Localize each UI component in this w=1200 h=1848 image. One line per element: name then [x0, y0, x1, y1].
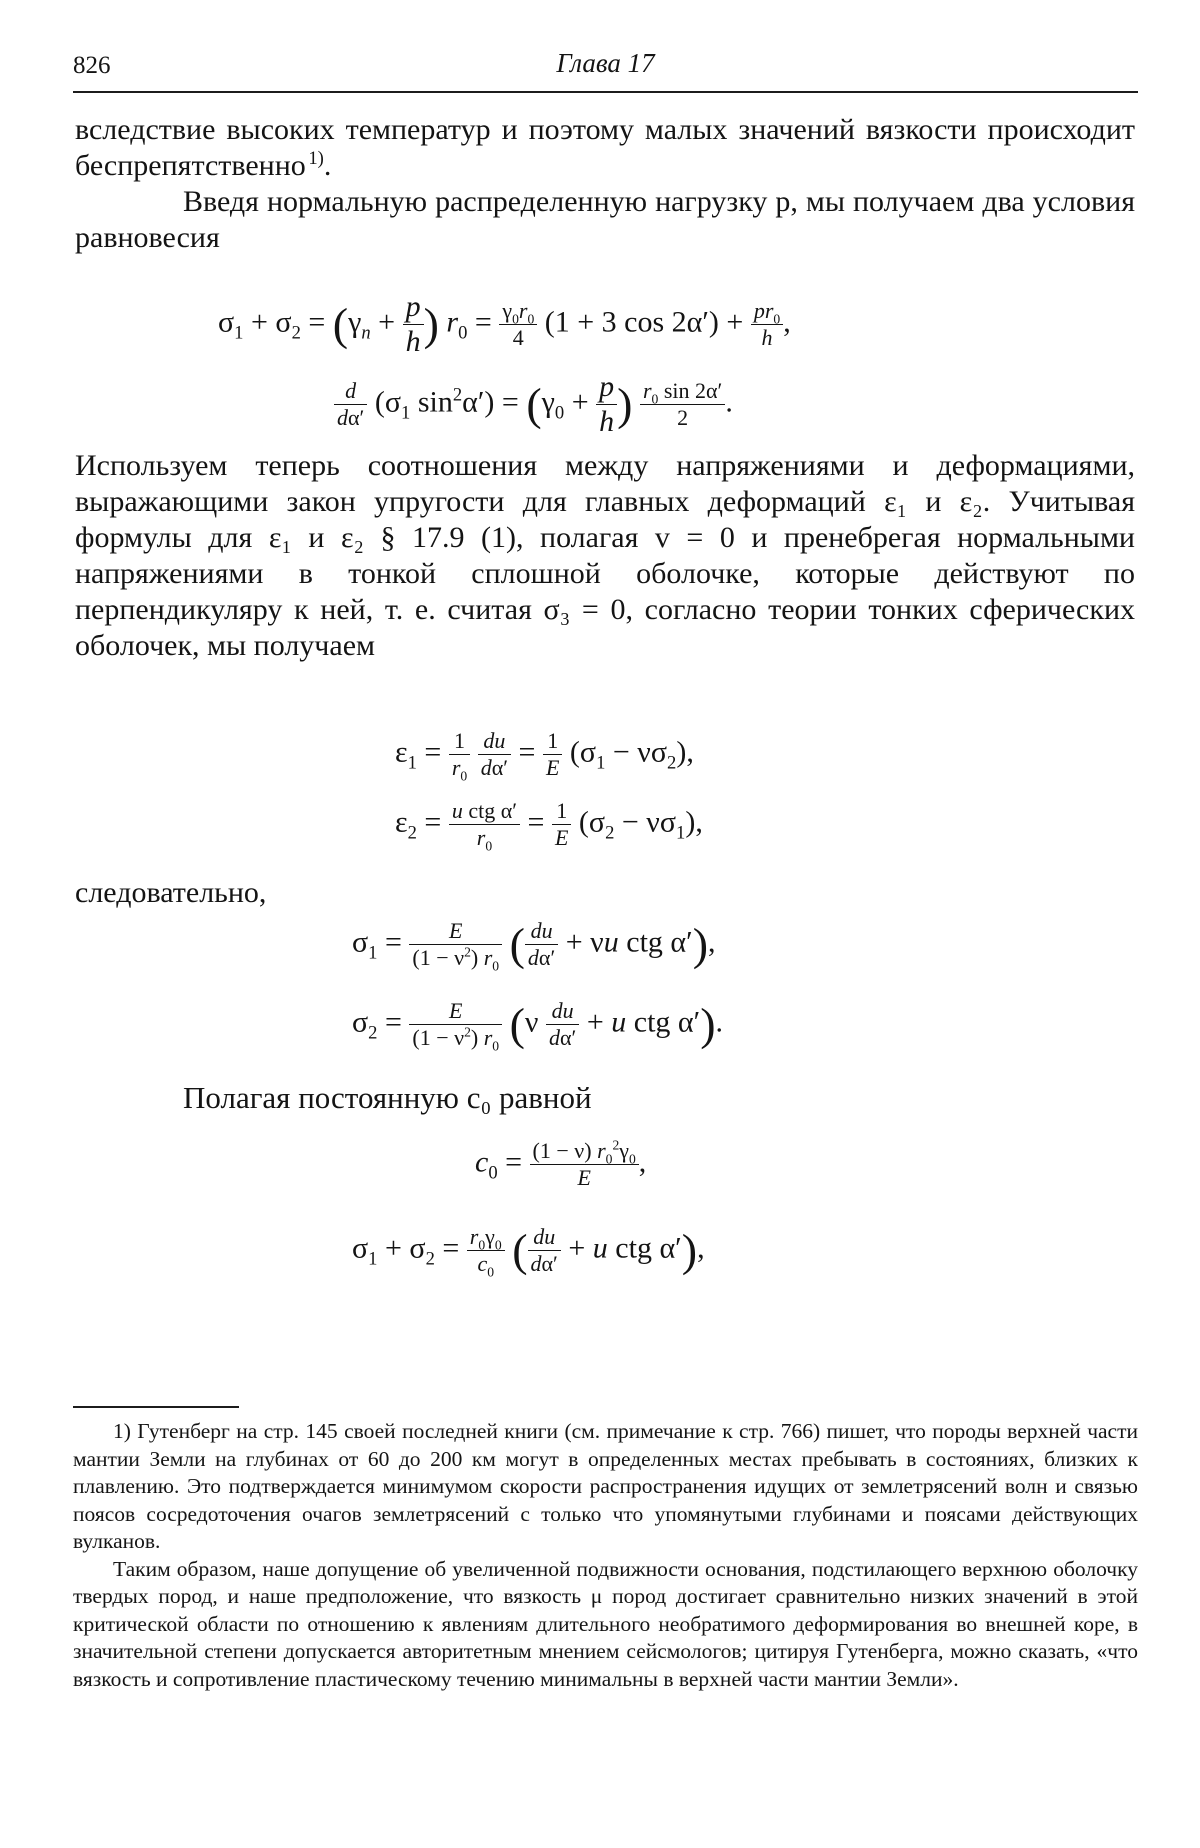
text-block-middle — [75, 448, 1135, 664]
running-title: Глава 17 — [556, 48, 655, 78]
header-rule — [73, 91, 1138, 93]
text-block-consequently — [75, 875, 1135, 911]
footnote-ref: 1) — [308, 148, 324, 169]
text-block-top — [75, 112, 1135, 256]
page-header — [73, 46, 1138, 90]
equation-stress-1: $\sigma_1$ = $\frac{E}{(1 - \nu^2) r_0}$ ( $\frac{du}{d\alpha'}$ + νu ctg α′), — [352, 918, 716, 974]
equation-sigma-sum: $\sigma_1 + \sigma_2$ = $\frac{r_0\gamma_0}{c_0}$ ( $\frac{du}{d\alpha'}$ + u ctg α′), — [352, 1224, 705, 1280]
page-number: 826 — [73, 52, 111, 79]
equation-strain-1: $\varepsilon_1$ = $\frac{1}{r_0}$ $\frac{du}{d\alpha'}$ = $\frac{1}{E}$ $(\sigma_1 - \nu\sigma_2)$, — [395, 728, 694, 784]
equation-c0: $c_0$ = $\frac{(1 - \nu) r_0^2\gamma_0}{E}$ , — [475, 1137, 647, 1190]
footnote-1-continued: Таким образом, наше допущение об увеличенной подвижности основания, подстилающего верхнюю оболочку твердых пород, и наше предположение, что вязкость μ пород достигает сравнительно низких значений в этой критической области по отношению к явлениям длительного необратимого деформирования во внешней коре, в значительной степени допускается авторитетным мнением сейсмологов; цитируя Гутенберга, можно сказать, «что вязкость и сопротивление пластическому течению минимальны в верхней части мантии Земли». — [73, 1556, 1138, 1691]
equation-equilibrium-2: $\frac{d}{d\alpha'}$ ($\sigma_1$ $\sin^2\alpha') = (\gamma_0$ + $\frac{p}{h}$ ) $\frac{r_0 \sin 2\alpha'}{2}$ . — [334, 372, 733, 437]
paragraph-2: Введя нормальную распределенную нагрузку p, мы получаем два условия равновесия — [75, 185, 1135, 254]
paragraph-3: Используем теперь соотношения между напряжениями и деформациями, выражающими закон упругости для главных деформаций ε₁ и ε₂. Учитывая формулы для ε₁ и ε₂ § 17.9 (1), полагая v = 0 и пренебрегая нормальными напряжениями в тонкой сплошной оболочке, которые действуют по перпендикуляру к ней, т. е. считая σ₃ = 0, согласно теории тонких сферических оболочек, мы получаем — [75, 449, 1135, 662]
paragraph-1: вследствие высоких температур и поэтому малых значений вязкости происходит беспрепятственно $^{1)}$. — [75, 113, 1135, 182]
footnotes — [73, 1418, 1138, 1693]
equation-equilibrium-1: $\sigma_1 + \sigma_2 = (\gamma_n$ + $\frac{p}{h}$ ) $r_0$ = $\frac{\gamma_0r_0}{4}$ (1 + 3 cos 2α′) + $\frac{pr_0}{h}$ , — [218, 290, 791, 358]
equation-strain-2: $\varepsilon_2$ = $\frac{\text{u ctg α′}}{r_0}$ = $\frac{1}{E}$ $(\sigma_2 - \nu\sigma_1)$, — [395, 798, 703, 854]
footnote-1: 1) Гутенберг на стр. 145 своей последней книги (см. примечание к стр. 766) пишет, что породы верхней части мантии Земли на глубинах от 60 до 200 км могут в определенных местах пребывать в состояниях, близких к плавлению. Это подтверждается минимумом скорости распространения идущих от землетрясений волн и связью поясов сосредоточения очагов землетрясений с только что упомянутыми глубинами и поясами действующих вулканов. — [73, 1419, 1138, 1553]
text-block-constant — [75, 1080, 1135, 1116]
paragraph-5: Полагая постоянную c₀ равной — [183, 1080, 592, 1115]
equation-stress-2: $\sigma_2$ = $\frac{E}{(1 - \nu^2) r_0}$ (ν $\frac{du}{d\alpha'}$ + u ctg α′). — [352, 998, 724, 1054]
footnote-rule — [73, 1406, 239, 1408]
paragraph-4: следовательно, — [75, 876, 267, 909]
